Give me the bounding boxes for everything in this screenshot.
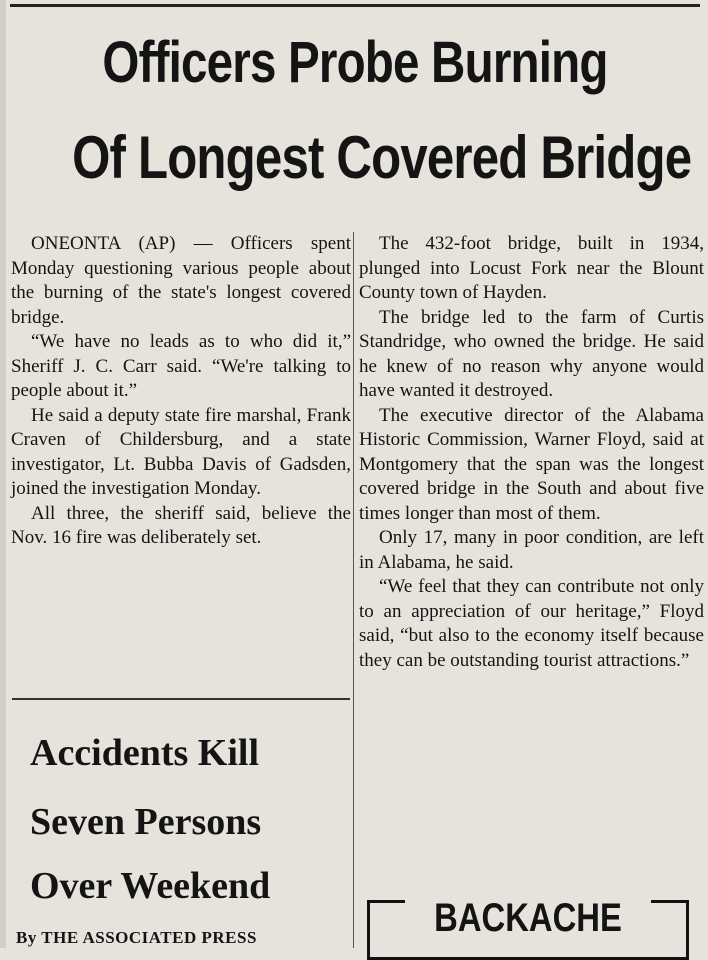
second-headline-line-3: Over Weekend bbox=[30, 865, 271, 907]
article-paragraph: All three, the sheriff said, believe the Nov. 16 fire was deliberately set. bbox=[11, 502, 351, 548]
article-paragraph: The bridge led to the farm of Curtis Standridge, who owned the bridge. He said he knew of no reason why anyone would have wanted it destroyed. bbox=[359, 306, 704, 401]
top-rule bbox=[10, 4, 700, 7]
article-paragraph: “We feel that they can contribute not only to an appreciation of our heritage,” Floyd said, “but also to the economy itself because they can be outstanding tourist attractions.” bbox=[359, 576, 704, 671]
ad-title: BACKACHE bbox=[405, 898, 651, 938]
article-paragraph: “We have no leads as to who did it,” Sheriff J. C. Carr said. “We're talking to people about it.” bbox=[11, 331, 351, 401]
page-edge bbox=[0, 0, 6, 948]
article-paragraph: He said a deputy state fire marshal, Frank Craven of Childersburg, and a state investigator, Lt. Bubba Davis of Gadsden, joined the investigation Monday. bbox=[11, 404, 351, 499]
article-paragraph: The 432-foot bridge, built in 1934, plunged into Locust Fork near the Blount County town of Hayden. bbox=[359, 233, 704, 303]
second-headline-line-2: Seven Persons bbox=[30, 801, 262, 843]
column-rule bbox=[353, 232, 354, 948]
headline-line-1: Officers Probe Burning bbox=[102, 30, 608, 95]
story-separator bbox=[12, 698, 350, 700]
headline-line-2: Of Longest Covered Bridge bbox=[72, 124, 692, 191]
article-paragraph: ONEONTA (AP) — Officers spent Monday questioning various people about the burning of the state's longest covered bridge. bbox=[11, 233, 351, 328]
article-paragraph: Only 17, many in poor condition, are left in Alabama, he said. bbox=[359, 527, 704, 573]
article-paragraph: The executive director of the Alabama Historic Commission, Warner Floyd, said at Montgomery that the span was the longest covered bridge in the South and about five times longer than most of them. bbox=[359, 404, 704, 524]
article-left-column bbox=[11, 232, 351, 551]
byline: By THE ASSOCIATED PRESS bbox=[16, 928, 257, 947]
second-headline-line-1: Accidents Kill bbox=[30, 732, 260, 774]
article-right-column bbox=[359, 232, 704, 673]
